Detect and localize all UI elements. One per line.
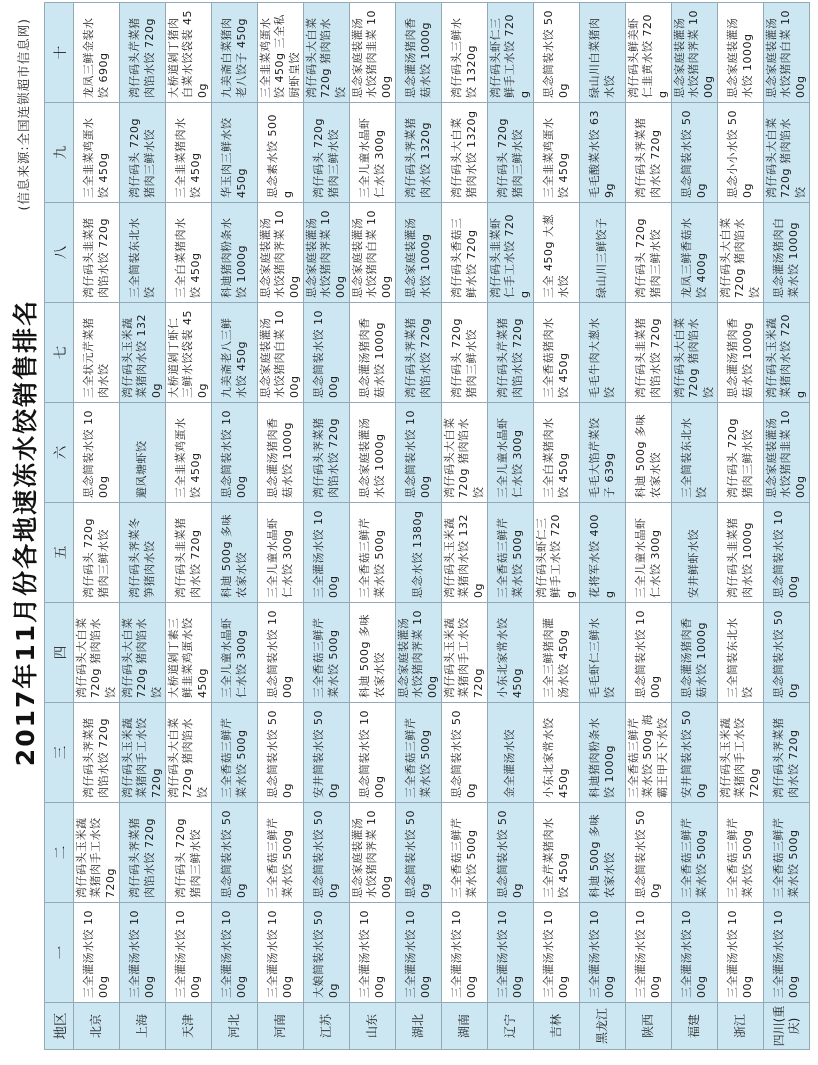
product-cell: 湾仔码头韭菜猪肉水饺 1000g [718,503,764,603]
product-cell: 安井简装水饺 500g [304,703,350,803]
product-cell: 湾仔码头玉米蔬菜猪肉水饺 720g [764,303,810,403]
product-cell: 湾仔码头大白菜猪肉水饺 1320g [442,103,488,203]
results-table [44,2,810,1050]
product-cell: 三全香菇猪肉水饺 450g [534,303,580,403]
product-cell: 三全香菇三鲜芹菜水饺 500g [304,603,350,703]
product-cell: 思念家庭装灌汤水饺猪肉荠菜 1000g [258,203,304,303]
product-cell: 思念简装水饺 1000g [396,403,442,503]
product-cell: 小东北家常水饺 450g [488,603,534,703]
corner-label: 地区 [45,1003,74,1050]
product-cell: 湾仔码头虾仁三鲜手工水饺 720g [488,3,534,103]
product-cell: 湾仔码头韭菜猪肉水饺 720g [166,503,212,603]
product-cell: 思念家庭装灌汤水饺 1000g [350,403,396,503]
product-cell: 湾仔码头大白菜 720g 猪肉馅水饺 [764,103,810,203]
table-row [304,3,350,1050]
product-cell: 三全灌汤水饺 1000g [258,903,304,1003]
product-cell: 思念简装水饺 500g [396,803,442,903]
product-cell: 安井简装水饺 500g [672,703,718,803]
region-label: 四川(重庆) [764,1003,810,1050]
product-cell: 湾仔码头虾仁三鲜手工水饺 720g [534,503,580,603]
rank-header: 六 [45,403,74,503]
rank-header: 四 [45,603,74,703]
product-cell: 思念简装水饺 1000g [74,403,120,503]
region-label: 江苏 [304,1003,350,1050]
product-cell: 湾仔码头芹菜猪肉馅水饺 720g [488,303,534,403]
product-cell: 湾仔码头大白菜 720g 猪肉馅水饺 [672,303,718,403]
product-cell: 思念简装水饺 500g [764,603,810,703]
product-cell: 三全香菇三鲜芹菜水饺 500g [488,503,534,603]
product-cell: 三全灌汤水饺 1000g [764,903,810,1003]
rank-header: 二 [45,803,74,903]
table-row [396,3,442,1050]
product-cell: 湾仔码头玉米蔬菜猪肉水饺 1320g [442,503,488,603]
rank-header: 十 [45,3,74,103]
product-cell: 科迪猪肉粉条水饺 1000g [580,703,626,803]
product-cell: 毛毛牛肉大葱水饺 [580,303,626,403]
product-cell: 三全灌汤水饺 1000g [488,903,534,1003]
product-cell: 九美斋老八三鲜水饺 450g [212,303,258,403]
page-title: 2017年11月份各地速冻水饺销售排名 [11,298,40,767]
product-cell: 思念灌汤猪肉香菇水饺 1000g [718,303,764,403]
product-cell: 小东北家常水饺 450g [534,703,580,803]
product-cell: 三全灌汤水饺 1000g [534,903,580,1003]
product-cell: 三全儿童水晶虾仁水饺 300g [212,603,258,703]
product-cell: 湾仔码头荠菜猪肉馅水饺 720g [74,703,120,803]
product-cell: 三全白菜猪肉水饺 450g [166,203,212,303]
table-row [534,3,580,1050]
header-row [45,3,74,1050]
product-cell: 思念灌汤猪肉香菇水饺 1000g [672,603,718,703]
product-cell: 三全儿童水晶虾仁水饺 300g [488,403,534,503]
product-cell: 思念家庭装灌汤水饺猪肉荠菜 1000g [672,3,718,103]
product-cell: 三全状元芹菜猪肉水饺 [74,303,120,403]
product-cell: 龙凤三鲜金装水饺 690g [74,3,120,103]
product-cell: 三全灌汤水饺 1000g [74,903,120,1003]
product-cell: 湾仔码头大白菜 720g 猪肉馅水饺 [166,703,212,803]
product-cell: 思念简装水饺 500g [534,3,580,103]
product-cell: 思念素水饺 500g [258,103,304,203]
product-cell: 思念家庭装灌汤水饺猪肉白菜 1000g [258,303,304,403]
product-cell: 思念灌汤猪肉香菇水饺 1000g [350,303,396,403]
product-cell: 三全韭菜鸡蛋水饺 450g [534,103,580,203]
product-cell: 湾仔码头 720g 猪肉三鲜水饺 [718,403,764,503]
product-cell: 湾仔码头三鲜水饺 1320g [442,3,488,103]
product-cell: 思念家庭装灌汤水饺猪肉韭菜 1000g [764,403,810,503]
product-cell: 思念水饺 1380g [396,503,442,603]
product-cell: 湾仔码头荠菜猪肉馅水饺 720g [120,803,166,903]
region-label: 黑龙江 [580,1003,626,1050]
source-note: (信息来源:全国连锁超市信息网) [16,18,31,211]
product-cell: 思念简装水饺 500g [672,103,718,203]
table-row [672,3,718,1050]
product-cell: 科迪 500g 多味农家水饺 [626,403,672,503]
product-cell: 三全灌汤水饺 1000g [580,903,626,1003]
product-cell: 思念灌汤猪肉香菇水饺 1000g [258,403,304,503]
product-cell: 湾仔码头荠菜猪肉水饺 1320g [396,103,442,203]
region-label: 浙江 [718,1003,764,1050]
table-body [45,3,810,1050]
product-cell: 思念简装水饺 1000g [764,503,810,603]
product-cell: 湾仔码头荠菜猪肉水饺 720g [764,703,810,803]
product-cell: 三全 450g 大葱水饺 [534,203,580,303]
table-row [718,3,764,1050]
product-cell: 湾仔码头玉米蔬菜猪肉手工水饺 720g [718,703,764,803]
product-cell: 思念简装水饺 500g [304,803,350,903]
rank-header: 九 [45,103,74,203]
product-cell: 大娘简装水饺 500g [304,903,350,1003]
product-cell: 思念家庭装灌汤水饺 1000g [718,3,764,103]
product-cell: 绿山川白菜猪肉水饺 [580,3,626,103]
product-cell: 思念简装水饺 500g [488,803,534,903]
product-cell: 湾仔码头芹菜猪肉馅水饺 720g [120,3,166,103]
product-cell: 三全三鲜猪肉灌汤水饺 450g [534,603,580,703]
region-label: 北京 [74,1003,120,1050]
product-cell: 三全简装东北水饺 [120,203,166,303]
region-label: 福建 [672,1003,718,1050]
table-row [212,3,258,1050]
region-label: 湖北 [396,1003,442,1050]
product-cell: 三全香菇三鲜芹菜水饺 500g [442,803,488,903]
product-cell: 大桥道剁丁虾仁三鲜水饺袋装 450g [166,303,212,403]
product-cell: 湾仔码头荠菜猪肉馅水饺 720g [396,303,442,403]
product-cell: 科迪猪肉粉条水饺 1000g [212,203,258,303]
product-cell: 大桥道剁丁素三鲜韭菜鸡蛋水饺 450g [166,603,212,703]
product-cell: 湾仔码头韭菜猪肉馅水饺 720g [626,303,672,403]
product-cell: 金全灌汤水饺 [488,703,534,803]
product-cell: 花将军水饺 400g [580,503,626,603]
rank-header: 一 [45,903,74,1003]
table-row [258,3,304,1050]
product-cell: 思念简装水饺 500g [442,703,488,803]
product-cell: 三全灌汤水饺 1000g [350,903,396,1003]
product-cell: 思念简装水饺 500g [258,703,304,803]
product-cell: 三全灌汤水饺 1000g [304,503,350,603]
table-row [626,3,672,1050]
table-row [764,3,810,1050]
region-label: 河南 [258,1003,304,1050]
product-cell: 科迪 500g 多味农家水饺 [580,803,626,903]
rank-header: 五 [45,503,74,603]
product-cell: 湾仔码头玉米蔬菜猪肉水饺 1320g [120,303,166,403]
product-cell: 三全香菇三鲜芹菜水饺 500g [718,803,764,903]
product-cell: 湾仔码头 720g 猪肉三鲜水饺 [488,103,534,203]
product-cell: 湾仔码头香菇三鲜水饺 720g [442,203,488,303]
product-cell: 思念家庭装灌汤水饺猪肉荠菜 1000g [304,203,350,303]
product-cell: 湾仔码头大白菜 720g 猪肉馅水饺 [718,203,764,303]
product-cell: 三全韭菜鸡蛋水饺 450g 三全私厨虾皇饺 [258,3,304,103]
product-cell: 思念家庭装灌汤水饺猪肉白菜 1000g [350,203,396,303]
rank-header: 七 [45,303,74,403]
product-cell: 三全香菇三鲜芹菜水饺 500g [212,703,258,803]
product-cell: 湾仔码头大白菜 720g 猪肉馅水饺 [74,603,120,703]
product-cell: 三全韭菜猪肉水饺 450g [166,103,212,203]
product-cell: 三全香菇三鲜芹菜水饺 500g [258,803,304,903]
product-cell: 湾仔码头 720g 猪肉三鲜水饺 [74,503,120,603]
product-cell: 湾仔码头 720g 猪肉三鲜水饺 [120,103,166,203]
product-cell: 三全灌汤水饺 1000g [396,903,442,1003]
product-cell: 三全儿童水晶虾仁水饺 300g [626,503,672,603]
product-cell: 思念简装水饺 1000g [350,703,396,803]
product-cell: 三全灌汤水饺 1000g [626,903,672,1003]
region-label: 陕西 [626,1003,672,1050]
product-cell: 三全灌汤水饺 1000g [212,903,258,1003]
product-cell: 湾仔码头荠菜猪肉馅水饺 720g [304,403,350,503]
region-label: 辽宁 [488,1003,534,1050]
product-cell: 三全芹菜猪肉水饺 450g [534,803,580,903]
product-cell: 三全香菇三鲜芹菜水饺 500g [350,503,396,603]
region-label: 天津 [166,1003,212,1050]
product-cell: 湾仔码头玉米蔬菜猪肉手工水饺 720g [74,803,120,903]
table-row [488,3,534,1050]
product-cell: 毛毛酸菜水饺 639g [580,103,626,203]
product-cell: 科迪 500g 多味农家水饺 [350,603,396,703]
product-cell: 思念简装水饺 1000g [212,403,258,503]
product-cell: 思念灌汤猪肉香菇水饺 1000g [396,3,442,103]
region-label: 湖南 [442,1003,488,1050]
product-cell: 思念家庭装灌汤水饺猪肉韭菜 1000g [350,3,396,103]
product-cell: 华玉肉三鲜水饺 450g [212,103,258,203]
product-cell: 湾仔码头玉米蔬菜猪肉手工水饺 720g [120,703,166,803]
product-cell: 三全香菇三鲜芹菜水饺 500g [764,803,810,903]
product-cell: 避风塘虾饺 [120,403,166,503]
product-cell: 思念简装水饺 1000g [258,603,304,703]
product-cell: 三全儿童水晶虾仁水饺 300g [258,503,304,603]
title-band [0,0,44,1065]
product-cell: 思念家庭装灌汤水饺猪肉荠菜 1000g [396,603,442,703]
product-cell: 思念家庭装灌汤水饺 1000g [396,203,442,303]
table-row [580,3,626,1050]
table-row [442,3,488,1050]
table-row [350,3,396,1050]
product-cell: 三全香菇三鲜芹菜水饺 500g [672,803,718,903]
product-cell: 三全儿童水晶虾仁水饺 300g [350,103,396,203]
product-cell: 湾仔码头大白菜 720g 猪肉馅水饺 [304,3,350,103]
product-cell: 九美斋白菜猪肉老八饺子 450g [212,3,258,103]
product-cell: 三全简装东北水饺 [672,403,718,503]
product-cell: 湾仔码头玉米蔬菜猪肉手工水饺 720g [442,603,488,703]
rank-header: 三 [45,703,74,803]
product-cell: 三全灌汤水饺 1000g [120,903,166,1003]
product-cell: 湾仔码头 720g 猪肉三鲜水饺 [442,303,488,403]
product-cell: 三全简装东北水饺 [718,603,764,703]
product-cell: 龙凤三鲜香菇水饺 400g [672,203,718,303]
region-label: 河北 [212,1003,258,1050]
product-cell: 思念家庭装灌汤水饺猪肉荠菜 1000g [350,803,396,903]
product-cell: 思念简装水饺 500g [626,803,672,903]
product-cell: 三全韭菜鸡蛋水饺 450g [74,103,120,203]
product-cell: 思念简装水饺 1000g [626,603,672,703]
product-cell: 科迪 500g 多味农家水饺 [212,503,258,603]
product-cell: 三全韭菜鸡蛋水饺 450g [166,403,212,503]
product-cell: 毛毛大馅芹菜饺子 639g [580,403,626,503]
product-cell: 三全灌汤水饺 1000g [442,903,488,1003]
product-cell: 安井鲜虾水饺 [672,503,718,603]
product-cell: 湾仔码头韭菜虾仁手工水饺 720g [488,203,534,303]
product-cell: 三全灌汤水饺 1000g [166,903,212,1003]
product-cell: 绿山川三鲜饺子 [580,203,626,303]
product-cell: 思念简装水饺 1000g [304,303,350,403]
product-cell: 湾仔码头大白菜 720g 猪肉馅水饺 [120,603,166,703]
product-cell: 湾仔码头荠菜冬笋猪肉水饺 [120,503,166,603]
product-cell: 湾仔码头荠菜猪肉水饺 720g [626,103,672,203]
product-cell: 湾仔码头 720g 猪肉三鲜水饺 [304,103,350,203]
product-cell: 思念小小水饺 500g [718,103,764,203]
rank-header: 八 [45,203,74,303]
product-cell: 三全白菜猪肉水饺 450g [534,403,580,503]
product-cell: 湾仔码头大白菜 720g 猪肉馅水饺 [442,403,488,503]
product-cell: 三全灌汤水饺 1000g [672,903,718,1003]
table-row [120,3,166,1050]
product-cell: 三全香菇三鲜芹菜水饺 500g 海霸王甲天下水饺 [626,703,672,803]
product-cell: 湾仔码头韭菜猪肉馅水饺 720g [74,203,120,303]
region-label: 上海 [120,1003,166,1050]
product-cell: 三全灌汤水饺 1000g [718,903,764,1003]
region-label: 山东 [350,1003,396,1050]
table-row [166,3,212,1050]
region-label: 吉林 [534,1003,580,1050]
product-cell: 湾仔码头 720g 猪肉三鲜水饺 [626,203,672,303]
product-cell: 湾仔码头鲜美虾仁韭黄水饺 720g [626,3,672,103]
product-cell: 思念家庭装灌汤水饺猪肉白菜 1000g [764,3,810,103]
product-cell: 毛毛虾仁三鲜水饺 [580,603,626,703]
table-row [74,3,120,1050]
product-cell: 湾仔码头 720g 猪肉三鲜水饺 [166,803,212,903]
product-cell: 三全香菇三鲜芹菜水饺 500g [396,703,442,803]
product-cell: 思念灌汤猪肉白菜水饺 1000g [764,203,810,303]
product-cell: 大桥道剁丁猪肉白菜水饺袋装 450g [166,3,212,103]
product-cell: 思念简装水饺 500g [212,803,258,903]
